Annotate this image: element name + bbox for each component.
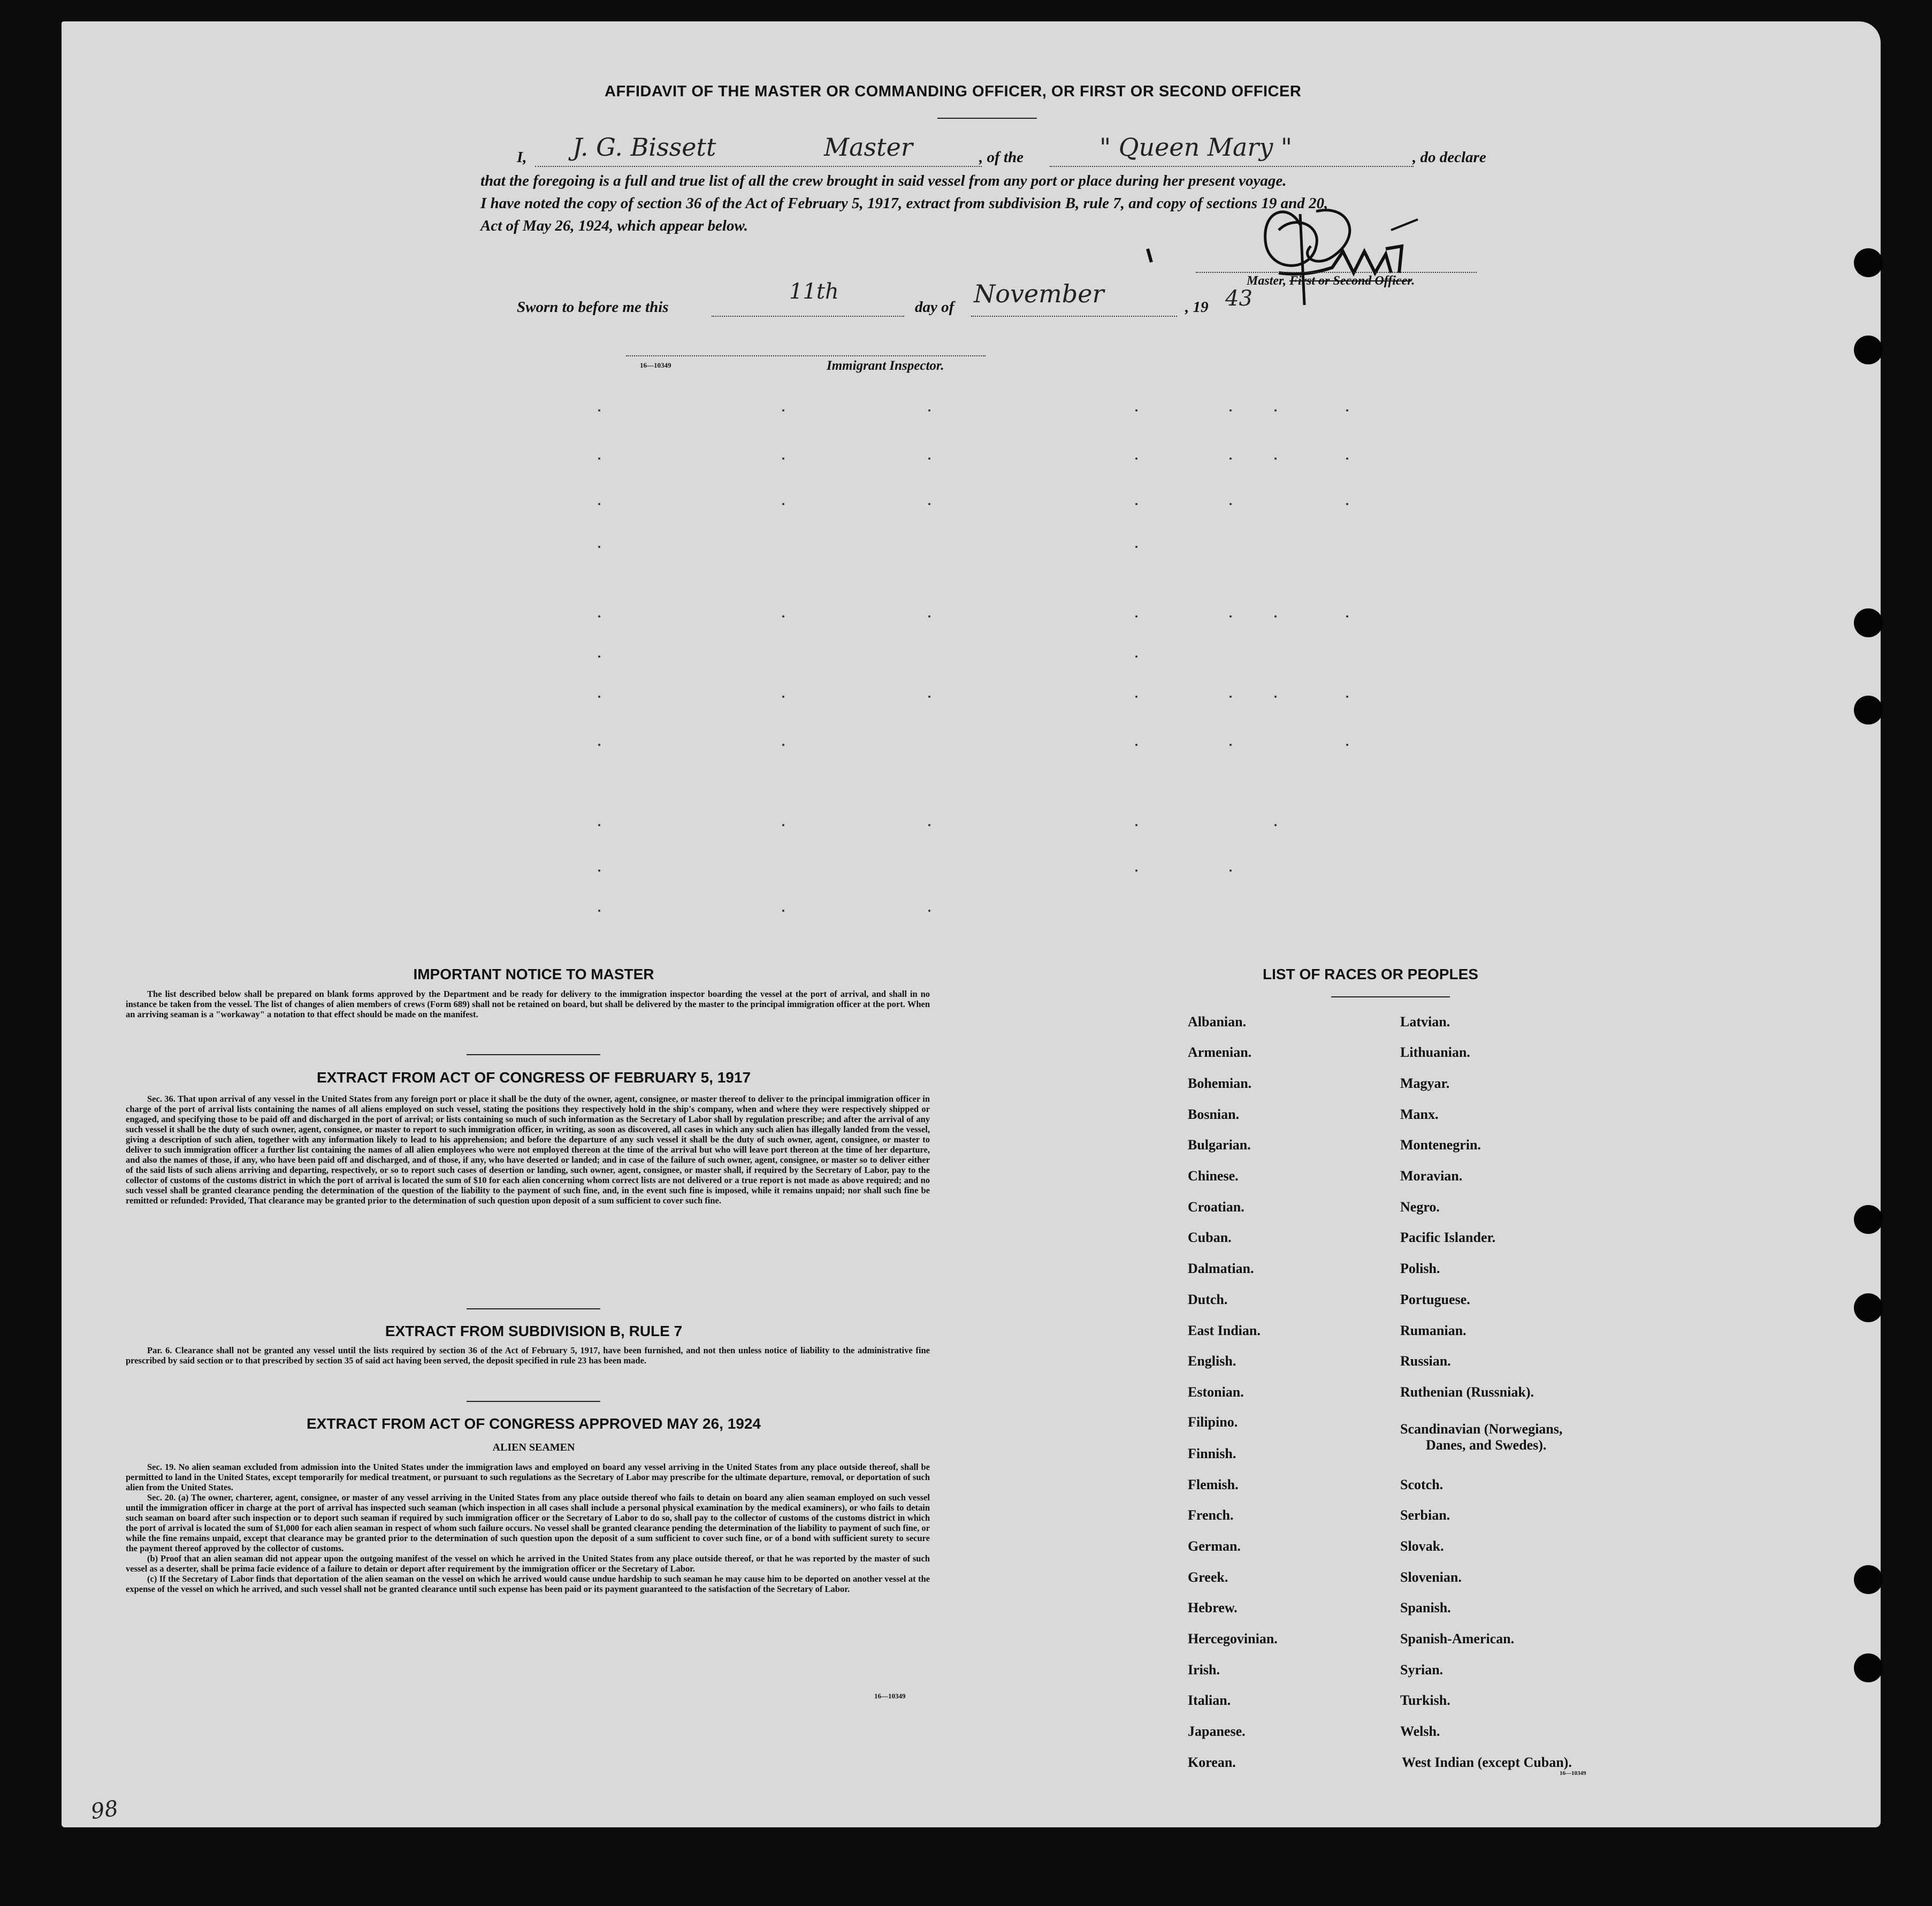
i-label: I, (517, 149, 527, 166)
race-item: Hebrew. (1188, 1600, 1238, 1615)
race-item: Moravian. (1400, 1168, 1463, 1184)
vessel-name-line (1050, 166, 1414, 167)
binder-hole (1854, 1653, 1883, 1682)
race-item: Dalmatian. (1188, 1261, 1254, 1276)
extract-1924-body (126, 1462, 930, 1594)
race-item: Manx. (1400, 1107, 1439, 1122)
of-the-label: , of the (979, 149, 1024, 166)
vessel-name-handwritten: " Queen Mary " (1099, 133, 1293, 162)
races-heading: LIST OF RACES OR PEOPLES (1263, 966, 1478, 982)
page-number-handwritten: 98 (89, 1796, 120, 1825)
race-item: Finnish. (1188, 1446, 1236, 1461)
race-item: Turkish. (1400, 1692, 1450, 1708)
sworn-month-handwritten: November (974, 279, 1104, 308)
race-item: Slovak. (1400, 1538, 1444, 1554)
notice-body (126, 989, 930, 1019)
race-item: Bosnian. (1188, 1107, 1240, 1122)
rule7-body (126, 1345, 930, 1366)
binder-hole (1854, 1205, 1883, 1234)
race-item: Dutch. (1188, 1292, 1228, 1307)
race-item: Lithuanian. (1400, 1045, 1470, 1060)
race-item: Bulgarian. (1188, 1137, 1251, 1153)
race-item: Chinese. (1188, 1168, 1239, 1184)
binder-hole (1854, 608, 1883, 637)
master-name-line (535, 166, 982, 167)
divider-2 (467, 1308, 600, 1309)
race-item: Magyar. (1400, 1076, 1450, 1091)
extract-1917-heading: EXTRACT FROM ACT OF CONGRESS OF FEBRUARY 5, 1917 (316, 1069, 751, 1086)
master-name-handwritten: J. G. Bissett (572, 133, 716, 162)
race-item: Russian. (1400, 1353, 1451, 1369)
race-item: Spanish-American. (1400, 1631, 1515, 1646)
race-item: Italian. (1188, 1692, 1231, 1708)
race-item: English. (1188, 1353, 1236, 1369)
rule7-heading: EXTRACT FROM SUBDIVISION B, RULE 7 (385, 1323, 683, 1339)
extract-1924-heading: EXTRACT FROM ACT OF CONGRESS APPROVED MAY 26, 1924 (307, 1415, 761, 1432)
divider-1 (467, 1054, 600, 1055)
notice-text: The list described below shall be prepared on blank forms approved by the Department and be ready for delivery to the immigration inspector boarding the vessel at the port of arrival, and shall in no instance be taken from the vessel. The list of changes of alien members of crews (Form 689) shall not be retained on board, but shall be delivered by the master to the principal immigration officer at the port. When an arriving seaman is a "workaway" a notation to that effect should be made on the manifest. (126, 989, 930, 1019)
race-item: Japanese. (1188, 1724, 1246, 1739)
race-item: Croatian. (1188, 1199, 1244, 1215)
race-item: Bohemian. (1188, 1076, 1252, 1091)
race-item: Flemish. (1188, 1477, 1239, 1492)
race-item: East Indian. (1188, 1323, 1261, 1338)
caption-struck-officer: First or Second Officer (1289, 274, 1412, 288)
month-line (971, 316, 1177, 317)
do-declare-label: , do declare (1412, 149, 1486, 166)
race-item: Serbian. (1400, 1507, 1450, 1523)
race-item: German. (1188, 1538, 1241, 1554)
inspector-label: Immigrant Inspector. (827, 359, 944, 373)
race-item: Armenian. (1188, 1045, 1252, 1060)
divider-3 (467, 1401, 600, 1402)
race-item: Cuban. (1188, 1230, 1232, 1245)
race-item: Polish. (1400, 1261, 1440, 1276)
affidavit-line-2: that the foregoing is a full and true list of all the crew brought in said vessel from any port or place during her present voyage. (480, 172, 1287, 189)
sworn-label: Sworn to before me this (517, 299, 669, 316)
affidavit-line-3: I have noted the copy of section 36 of the Act of February 5, 1917, extract from subdivision B, rule 7, and copy of sections 19 and 20, (480, 195, 1328, 212)
sec19-text: Sec. 19. No alien seaman excluded from admission into the United States under the immigration laws and employed on board any vessel arriving in the United States from any place outside thereof, shall be permitted to land in the United States, except temporarily for medical treatment, or pursuant to such regulations as the Secretary of Labor may prescribe for the ultimate departure, removal, or deportation of such alien from the United States. (126, 1462, 930, 1492)
race-item: Spanish. (1400, 1600, 1451, 1615)
race-item: Syrian. (1400, 1662, 1444, 1678)
races-divider (1331, 996, 1450, 997)
race-item: Scotch. (1400, 1477, 1444, 1492)
caption-period: . (1411, 274, 1415, 288)
affidavit-line-4: Act of May 26, 1924, which appear below. (480, 217, 748, 234)
race-item: Ruthenian (Russniak). (1400, 1384, 1534, 1400)
race-item: Albanian. (1188, 1014, 1247, 1030)
year-prefix: , 19 (1185, 299, 1209, 316)
sworn-day-line (712, 316, 904, 317)
race-item: Montenegrin. (1400, 1137, 1481, 1153)
sec36-text: Sec. 36. That upon arrival of any vessel in the United States from any foreign port or place it shall be the duty of the owner, agent, consignee, or master thereof to deliver to the principal immigration officer in charge of the port of arrival lists containing the names of all aliens employed on such vessel, stating the positions they respectively hold in the ship's company, when and where they were respectively shipped or engaged, and specifying those to be paid off and discharged in the port of arrival; or lists containing so much of such information as the Secretary of Labor shall by regulation prescribe; and after the arrival of any such vessel it shall be the duty of such owner, agent, consignee, or master to report to such immigration officer, in writing, as soon as discovered, all cases in which any such alien has illegally landed from the vessel, giving a description of such alien, together with any information likely to lead to his apprehension; and before the departure of any such vessel it shall be the duty of such owner, agent, consignee, or master to deliver to such immigration officer a further list containing the names of all alien employees who were not employed thereon at the time of the arrival but who will leave port thereon at the time of her departure, and also the names of those, if any, who have been paid off and discharged, and of those, if any, who have deserted or landed; and in case of the failure of such owner, agent, consignee, or master so to deliver either of the said lists of such aliens arriving and departing, respectively, or so to report such cases of desertion or landing, such owner, agent, consignee, or master shall, if required by the Secretary of Labor, pay to the collector of customs of the customs district in which the port of arrival is located the sum of $10 for each alien concerning whom correct lists are not delivered or a true report is not made as above required; and no such vessel shall be granted clearance pending the determination of the question of the liability to the payment of such fine, and, in the event such fine is imposed, while it remains unpaid; nor shall such fine be remitted or refunded: Provided, That clearance may be granted prior to the determination of such question upon deposit of a sum sufficient to cover such fine. (126, 1094, 930, 1206)
extract-form-number: 16—10349 (874, 1692, 906, 1700)
races-form-number: 16—10349 (1560, 1770, 1586, 1777)
binder-hole (1854, 1293, 1883, 1322)
race-item: Negro. (1400, 1199, 1440, 1215)
binder-hole (1854, 696, 1883, 725)
race-item: West Indian (except Cuban). (1402, 1755, 1572, 1770)
race-item: Pacific Islander. (1400, 1230, 1496, 1245)
race-item: Slovenian. (1400, 1569, 1462, 1585)
race-item: Latvian. (1400, 1014, 1450, 1030)
caption-master: Master, (1247, 274, 1290, 288)
sec20b-text: (b) Proof that an alien seaman did not appear upon the outgoing manifest of the vessel on which he arrived in the United States from any place outside thereof, or that he was reported by the master of such vessel as a deserter, shall be prima facie evidence of a failure to detain or deport after requirement by the immigration officer or the Secretary of Labor. (126, 1553, 930, 1574)
affidavit-title: AFFIDAVIT OF THE MASTER OR COMMANDING OFFICER, OR FIRST OR SECOND OFFICER (605, 83, 1302, 100)
race-item: Rumanian. (1400, 1323, 1467, 1338)
race-item: Estonian. (1188, 1384, 1244, 1400)
affidavit-form-number: 16—10349 (640, 361, 671, 369)
extract-1917-body (126, 1094, 930, 1206)
race-item: Filipino. (1188, 1414, 1238, 1430)
notice-heading: IMPORTANT NOTICE TO MASTER (413, 966, 654, 982)
race-item: French. (1188, 1507, 1234, 1523)
sworn-day-handwritten: 11th (789, 279, 839, 304)
race-item: Danes, and Swedes). (1426, 1437, 1547, 1453)
race-item: Portuguese. (1400, 1292, 1470, 1307)
master-title-handwritten: Master (824, 133, 913, 162)
signature-line (1196, 272, 1477, 273)
year-handwritten: 43 (1225, 286, 1253, 311)
title-divider (937, 118, 1037, 119)
binder-hole (1854, 248, 1883, 277)
alien-seamen-subheading: ALIEN SEAMEN (492, 1442, 575, 1453)
signature-caption (1247, 274, 1415, 288)
rule7-text: Par. 6. Clearance shall not be granted any vessel until the lists required by section 36 of the Act of February 5, 1917, have been furnished, and not then unless notice of liability to the administrative fine prescribed by said section or to that prescribed by section 35 of said act having been served, the deposit specified in rule 23 has been made. (126, 1345, 930, 1366)
binder-hole (1854, 336, 1883, 364)
race-item: Irish. (1188, 1662, 1220, 1678)
binder-hole (1854, 1565, 1883, 1594)
race-item: Scandinavian (Norwegians, (1400, 1421, 1563, 1437)
race-item: Greek. (1188, 1569, 1228, 1585)
sec20a-text: Sec. 20. (a) The owner, charterer, agent, consignee, or master of any vessel arriving in the United States from any place outside thereof who fails to detain on board any alien seaman employed on such vessel until the immigration officer in charge at the port of arrival has inspected such seaman (which inspection in all cases shall include a personal physical examination by the medical examiners), or who fails to detain such seaman on board after such inspection or to deport such seaman if required by such immigration officer or the Secretary of Labor to do so, shall pay to the collector of customs of the customs district in which the port of arrival is located the sum of $1,000 for each alien seaman in respect of whom such failure occurs. No vessel shall be granted clearance pending the determination of the liability to payment of such fine, or while the fine remains unpaid, except that clearance may be granted prior to the determination of such question upon the deposit of a sum sufficient to cover such fine, or of a bond with sufficient surety to secure the payment thereof approved by the collector of customs. (126, 1492, 930, 1553)
race-item: Welsh. (1400, 1724, 1440, 1739)
day-of-label: day of (915, 299, 954, 316)
race-item: Hercegovinian. (1188, 1631, 1278, 1646)
inspector-line (626, 355, 986, 356)
sec20c-text: (c) If the Secretary of Labor finds that deportation of the alien seaman on the vessel on which he arrived would cause undue hardship to such seaman he may cause him to be deported on another vessel at the expense of the vessel on which he arrived, and such vessel shall not be granted clearance until such expense has been paid or its payment guaranteed to the satisfaction of the Secretary of Labor. (126, 1574, 930, 1594)
race-item: Korean. (1188, 1755, 1236, 1770)
